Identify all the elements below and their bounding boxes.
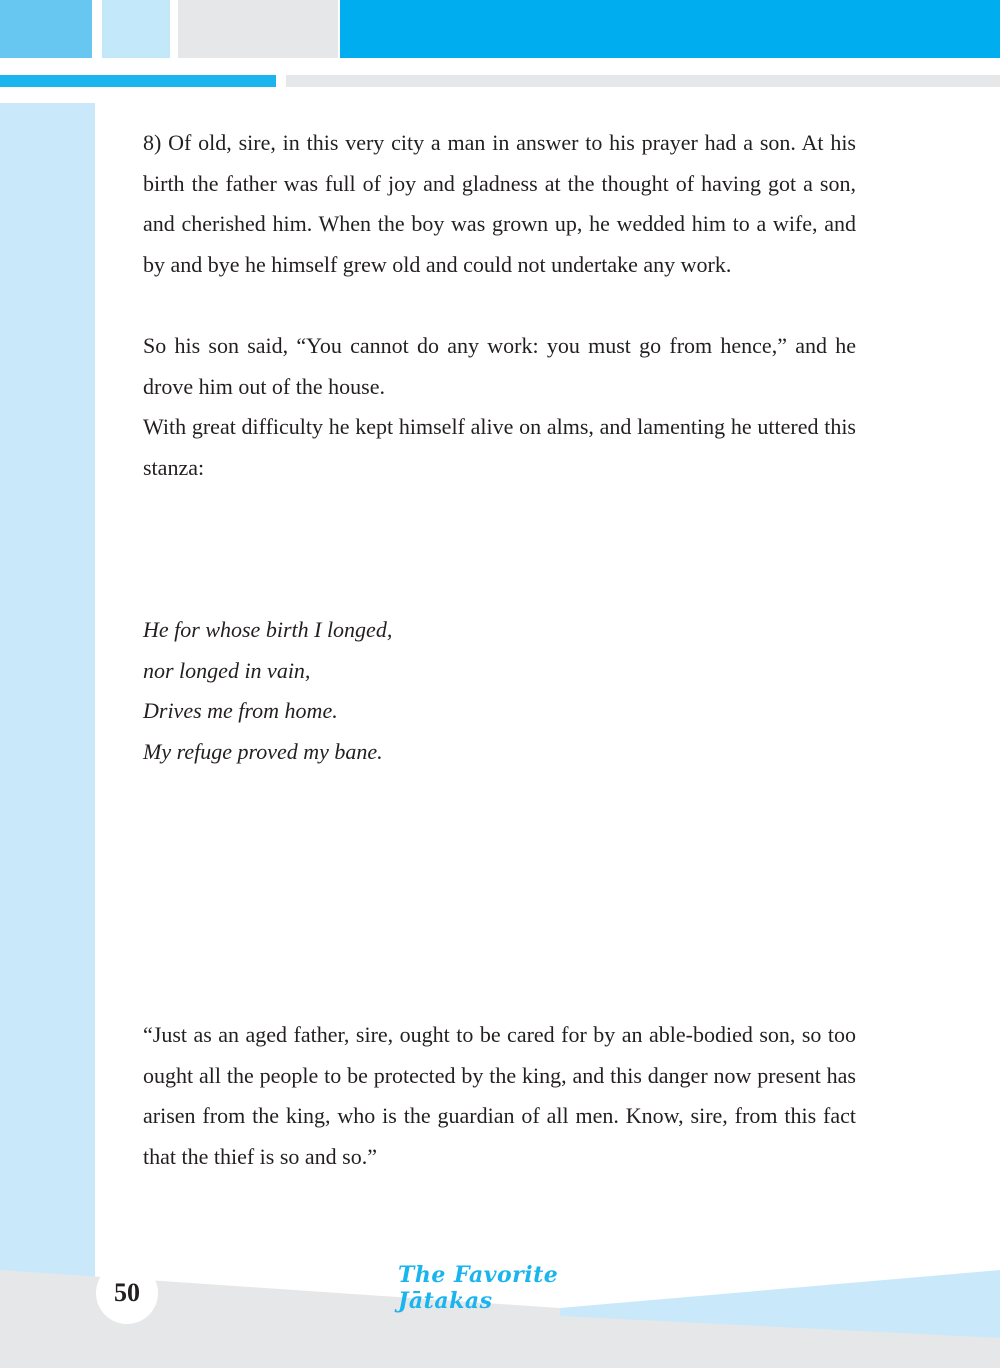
header-rule-blue xyxy=(0,75,276,87)
header-block-blue xyxy=(340,0,1000,58)
verse-line: My refuge proved my bane. xyxy=(143,738,383,764)
header-rule-grey xyxy=(286,75,1000,87)
verse-line: nor longed in vain, xyxy=(143,657,311,683)
header-block-pale-blue xyxy=(102,0,170,58)
verse-stanza xyxy=(143,610,643,772)
paragraph-son-speech: So his son said, “You cannot do any work: you must go from hence,” and he drove him out of the house. xyxy=(143,333,856,399)
verse-line: He for whose birth I longed, xyxy=(143,617,393,642)
header-block-grey xyxy=(178,0,338,58)
page-number: 50 xyxy=(96,1262,158,1324)
paragraph-lament: With great difficulty he kept himself alive on alms, and lamenting he uttered this stanza: xyxy=(143,414,856,480)
book-title: The Favorite Jātakas xyxy=(398,1262,559,1314)
paragraph-story: 8) Of old, sire, in this very city a man in answer to his prayer had a son. At his birth the father was full of joy and gladness at the thought of having got a son, and cherished him. When the boy was grown up, he wedded him to a wife, and by and bye he himself grew old and could not undertake any work. xyxy=(143,130,856,277)
verse-line: Drives me from home. xyxy=(143,698,338,723)
left-sidebar xyxy=(0,103,95,1368)
header-block-light-blue xyxy=(0,0,92,58)
paragraph-closing: “Just as an aged father, sire, ought to be cared for by an able-bodied son, so too ought all the people to be protected by the king, and this danger now present has arisen from the king, who is the guardian of all men. Know, sire, from this fact that the thief is so and so.” xyxy=(143,1022,856,1169)
